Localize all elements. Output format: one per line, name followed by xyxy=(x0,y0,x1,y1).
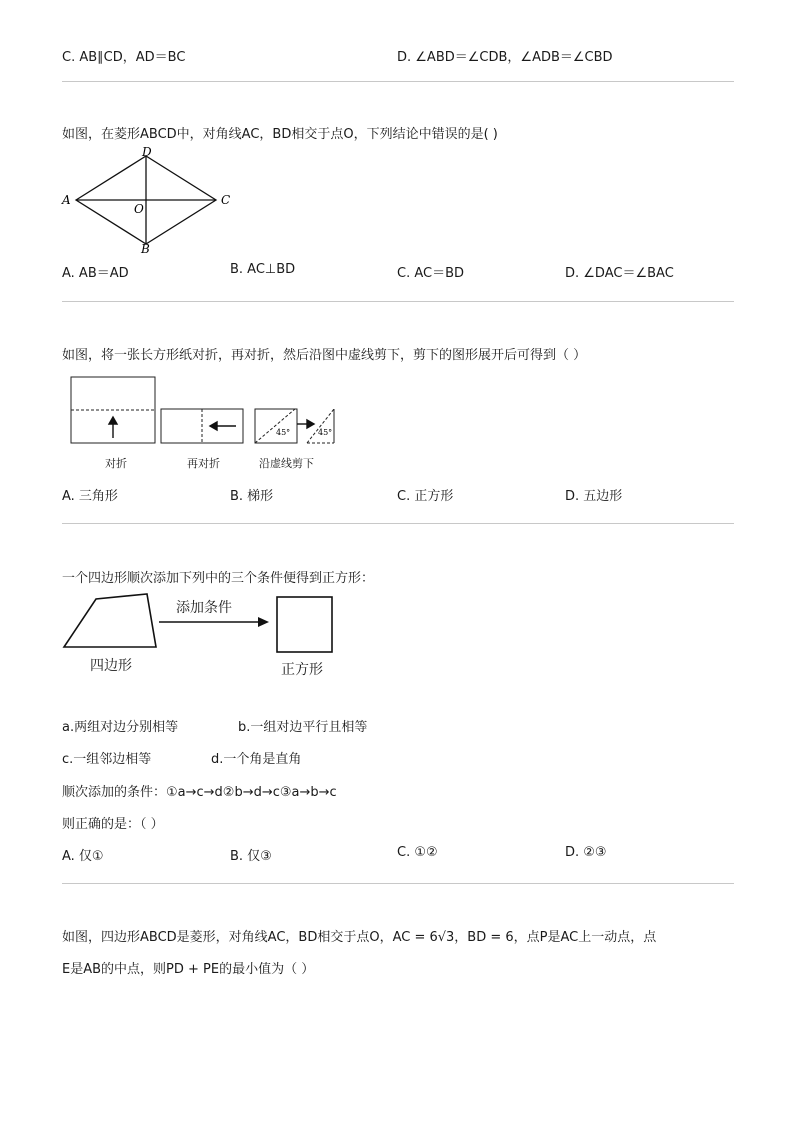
q3-option-b[interactable]: B. 仅③ xyxy=(230,849,272,864)
q3-option-a[interactable]: A. 仅① xyxy=(62,849,104,864)
q2-option-c[interactable]: C. 正方形 xyxy=(397,489,454,504)
label-d: D xyxy=(142,145,152,159)
question-4-line-1: 如图，四边形ABCD是菱形，对角线AC，BD相交于点O，AC = 6√3，BD = 6，点P是AC上一动点，点 xyxy=(62,930,657,945)
label-o: O xyxy=(134,202,144,216)
q3-option-c[interactable]: C. ①② xyxy=(397,845,438,860)
cut-dashed-line xyxy=(255,409,295,443)
arrow-left-head xyxy=(210,422,217,430)
divider xyxy=(62,81,734,82)
prev-option-c[interactable]: C. AB∥CD，AD＝BC xyxy=(62,50,186,65)
angle-label-1: 45° xyxy=(276,428,291,437)
quadrilateral-shape xyxy=(64,594,156,647)
q1-option-c[interactable]: C. AC＝BD xyxy=(397,266,465,281)
divider xyxy=(62,301,734,302)
q1-option-b[interactable]: B. AC⊥BD xyxy=(230,262,296,277)
label-add-condition: 添加条件 xyxy=(176,600,232,616)
condition-b: b.一组对边平行且相等 xyxy=(238,720,368,735)
condition-arrow-head xyxy=(258,617,269,627)
caption-fold1: 对折 xyxy=(105,457,127,470)
divider xyxy=(62,523,734,524)
label-b: B xyxy=(141,242,150,256)
label-square: 正方形 xyxy=(281,662,323,678)
q1-option-d[interactable]: D. ∠DAC＝∠BAC xyxy=(565,266,674,281)
q3-option-d[interactable]: D. ②③ xyxy=(565,845,607,860)
label-c: C xyxy=(221,193,231,207)
condition-c: c.一组邻边相等 xyxy=(62,752,152,767)
prev-option-d[interactable]: D. ∠ABD＝∠CDB，∠ADB＝∠CBD xyxy=(397,50,613,65)
question-3-prompt: 则正确的是：（ ） xyxy=(62,817,164,832)
condition-a: a.两组对边分别相等 xyxy=(62,720,179,735)
condition-sequence: 顺次添加的条件：①a→c→d②b→d→c③a→b→c xyxy=(62,785,337,800)
label-quadrilateral: 四边形 xyxy=(90,658,132,674)
condition-d: d.一个角是直角 xyxy=(211,752,302,767)
question-3-text: 一个四边形顺次添加下列中的三个条件便得到正方形： xyxy=(62,571,375,586)
q2-option-b[interactable]: B. 梯形 xyxy=(230,489,274,504)
cut-rect xyxy=(255,409,297,443)
q2-option-a[interactable]: A. 三角形 xyxy=(62,489,118,504)
q1-option-a[interactable]: A. AB＝AD xyxy=(62,266,129,281)
question-1-text: 如图，在菱形ABCD中，对角线AC，BD相交于点O，下列结论中错误的是( ) xyxy=(62,127,498,142)
caption-fold2: 再对折 xyxy=(187,457,220,470)
q2-option-d[interactable]: D. 五边形 xyxy=(565,489,623,504)
label-a: A xyxy=(62,193,71,207)
square-shape xyxy=(277,597,332,652)
angle-label-2: 45° xyxy=(318,428,333,437)
rhombus-figure xyxy=(60,145,240,257)
arrow-right-head xyxy=(307,420,314,428)
question-4-line-2: E是AB的中点，则PD + PE的最小值为（ ） xyxy=(62,962,315,977)
caption-cut: 沿虚线剪下 xyxy=(259,457,314,470)
divider xyxy=(62,883,734,884)
folding-figure xyxy=(66,372,346,452)
arrow-up-head xyxy=(109,417,117,424)
question-2-text: 如图，将一张长方形纸对折，再对折，然后沿图中虚线剪下，剪下的图形展开后可得到（ ） xyxy=(62,348,587,363)
